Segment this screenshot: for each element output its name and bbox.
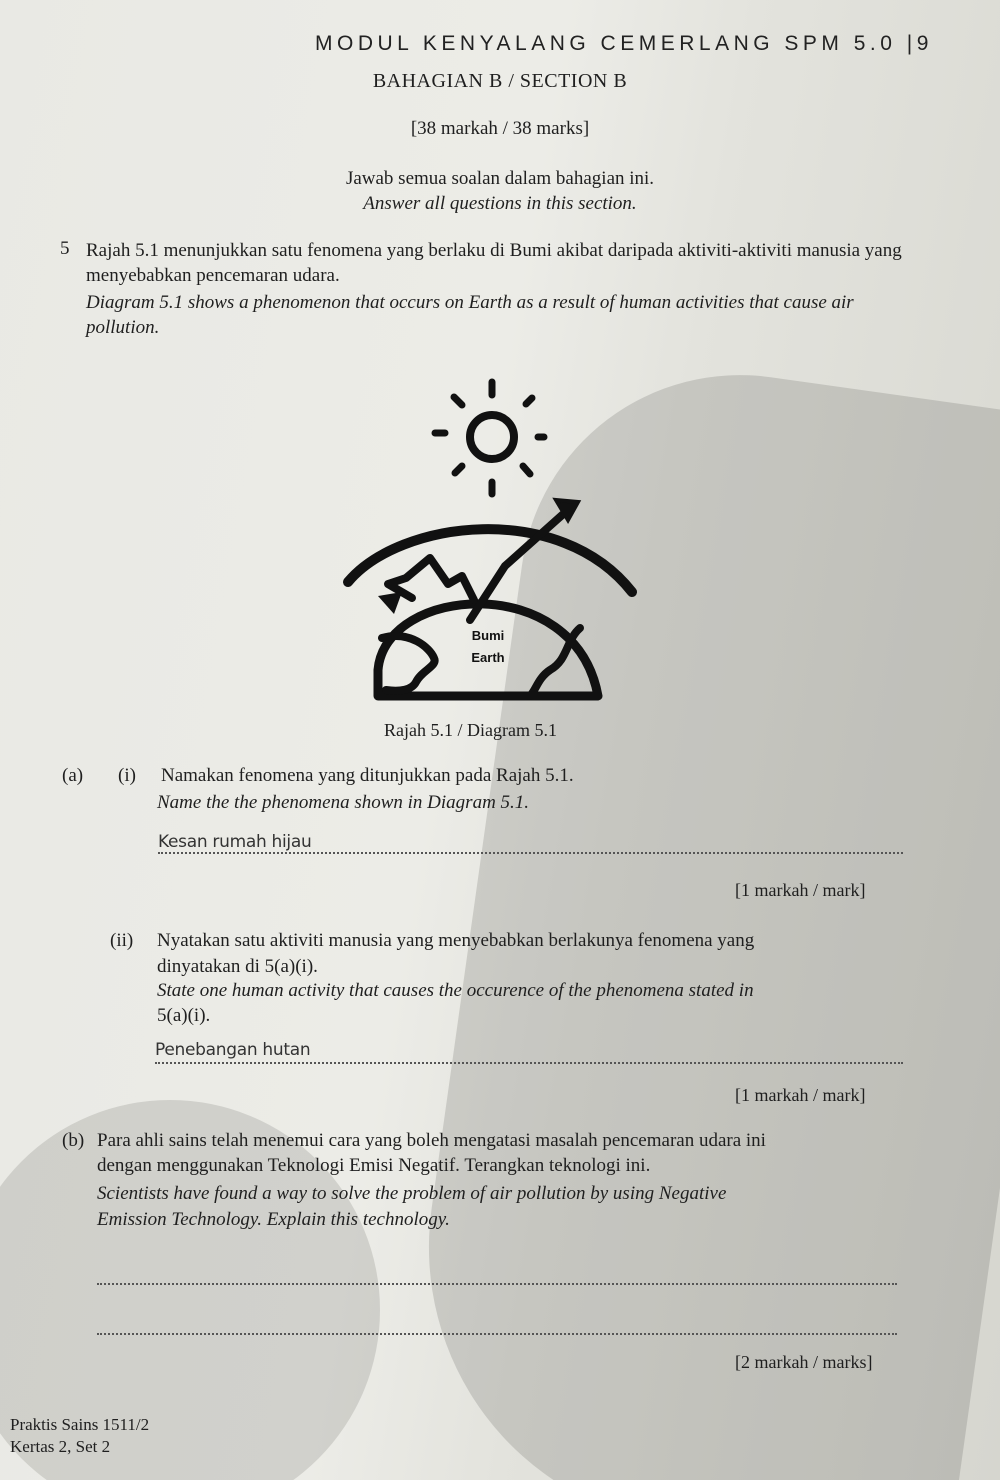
answer-line bbox=[155, 1062, 903, 1064]
part-a-i-marks: [1 markah / mark] bbox=[735, 880, 866, 900]
part-a-ii-answer: Penebangan hutan bbox=[155, 1040, 311, 1060]
diagram-caption: Rajah 5.1 / Diagram 5.1 bbox=[384, 720, 557, 740]
question-number: 5 bbox=[60, 238, 70, 259]
greenhouse-diagram bbox=[330, 370, 650, 710]
part-a-ii-marks: [1 markah / mark] bbox=[735, 1085, 866, 1105]
answer-line bbox=[158, 852, 903, 854]
part-b-text-english-1: Scientists have found a way to solve the problem of air pollution by using Negative bbox=[97, 1183, 727, 1204]
instruction-english: Answer all questions in this section. bbox=[363, 193, 637, 214]
earth-label-english: Earth bbox=[471, 650, 505, 665]
part-a-i-text-malay: Namakan fenomena yang ditunjukkan pada Rajah 5.1. bbox=[161, 765, 574, 786]
answer-line bbox=[97, 1333, 897, 1335]
answer-line bbox=[97, 1283, 897, 1285]
part-a-ii-text-english-2: 5(a)(i). bbox=[157, 1005, 211, 1026]
part-b-text-malay-2: dengan menggunakan Teknologi Emisi Negatif. Terangkan teknologi ini. bbox=[97, 1155, 651, 1176]
part-a-label: (a) bbox=[62, 765, 84, 786]
reflected-arrowhead bbox=[378, 592, 402, 614]
section-title: BAHAGIAN B / SECTION B bbox=[372, 70, 628, 92]
question-intro-malay: Rajah 5.1 menunjukkan satu fenomena yang berlaku di Bumi akibat daripada aktiviti-aktiviti manusia yang menyebabkan pencemaran udara. bbox=[86, 240, 902, 286]
part-a-i-text-english: Name the the phenomena shown in Diagram 5.1. bbox=[157, 792, 530, 813]
part-b-text-malay-1: Para ahli sains telah menemui cara yang boleh mengatasi masalah pencemaran udara ini bbox=[97, 1130, 766, 1151]
part-b-label: (b) bbox=[62, 1130, 85, 1151]
continent-right bbox=[530, 628, 580, 696]
part-a-ii-text-malay-2: dinyatakan di 5(a)(i). bbox=[157, 956, 318, 977]
total-marks: [38 markah / 38 marks] bbox=[410, 118, 590, 139]
part-b-marks: [2 markah / marks] bbox=[735, 1352, 873, 1372]
instruction-malay: Jawab semua soalan dalam bahagian ini. bbox=[345, 168, 655, 189]
question-intro-english: Diagram 5.1 shows a phenomenon that occurs on Earth as a result of human activities that cause air pollution. bbox=[86, 292, 854, 338]
module-header: MODUL KENYALANG CEMERLANG SPM 5.0 |9 bbox=[315, 32, 933, 55]
part-a-i-number: (i) bbox=[118, 765, 136, 786]
sun-icon bbox=[435, 382, 544, 494]
earth-label-malay: Bumi bbox=[471, 628, 505, 643]
part-b-text-english-2: Emission Technology. Explain this technology. bbox=[97, 1209, 450, 1230]
part-a-ii-number: (ii) bbox=[110, 930, 134, 951]
part-a-ii-text-malay-1: Nyatakan satu aktiviti manusia yang menyebabkan berlakunya fenomena yang bbox=[157, 930, 755, 951]
part-a-ii-text-english-1: State one human activity that causes the occurence of the phenomena stated in bbox=[157, 980, 754, 1001]
footer-paper-set: Kertas 2, Set 2 bbox=[10, 1437, 111, 1456]
footer-book-title: Praktis Sains 1511/2 bbox=[10, 1415, 150, 1434]
part-a-i-answer: Kesan rumah hijau bbox=[158, 832, 312, 852]
